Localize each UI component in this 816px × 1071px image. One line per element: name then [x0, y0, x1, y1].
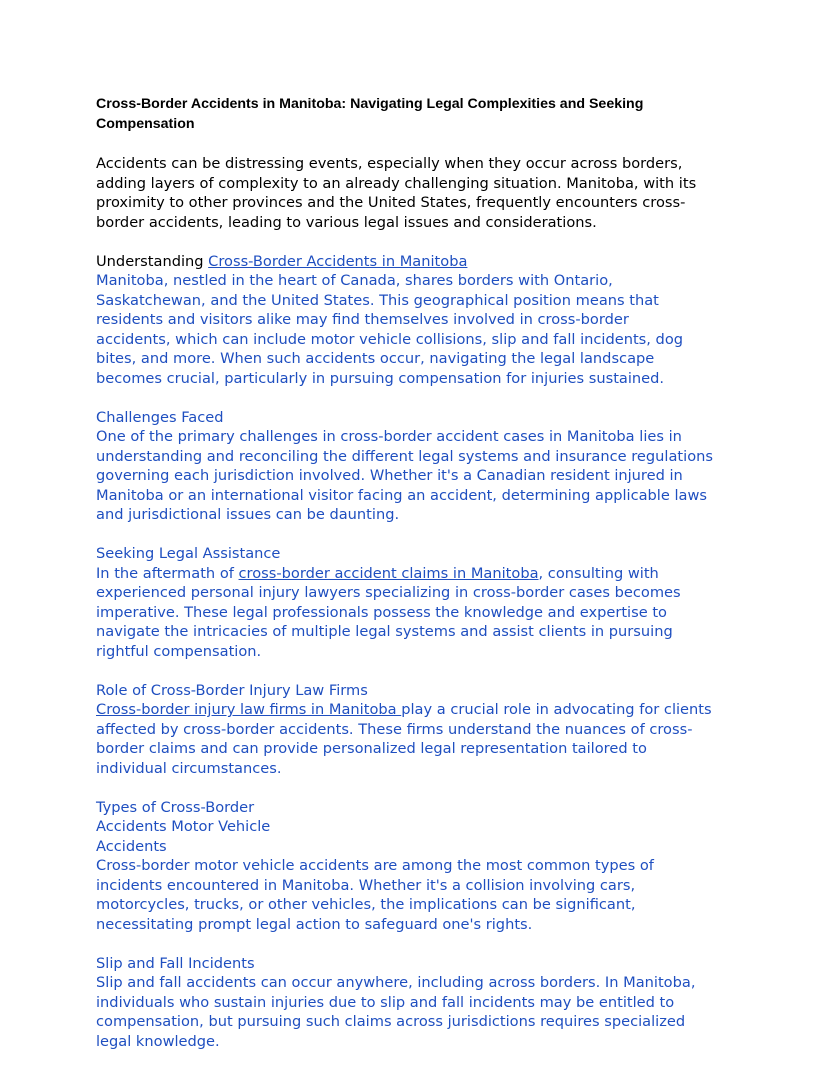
intro-paragraph: Accidents can be distressing events, especially when they occur across borders, adding layers of complexity to an already challenging situation. Manitoba, with its proximity to other provinces and the United States, frequently encounters cross- border accidents, leading to various legal issues and considerations.: [96, 155, 697, 231]
section-legal-assistance-body: experienced personal injury lawyers specializing in cross-border cases becomes imperative. These legal professionals possess the knowledge and expertise to navigate the intricacies of multiple legal systems and assist clients in pursuing rightful compensation.: [96, 584, 681, 660]
section-legal-assistance-heading: Seeking Legal Assistance: [96, 545, 281, 562]
section-law-firms-heading: Role of Cross-Border Injury Law Firms: [96, 681, 368, 699]
link-cross-border-injury-law-firms[interactable]: Cross-border injury law firms in Manitoba: [96, 701, 402, 718]
section-law-firms-first-line: [96, 700, 736, 720]
section-types-heading: Types of Cross-Border Accidents Motor Vehicle Accidents: [96, 798, 271, 855]
section-legal-assistance-first-line: [96, 564, 736, 584]
section-understanding-heading: [96, 252, 736, 272]
law-firms-suffix: play a crucial role in advocating for clients: [401, 701, 712, 718]
document-page: [96, 94, 736, 1071]
section-types-body: Cross-border motor vehicle accidents are among the most common types of incidents encountered in Manitoba. Whether it's a collision involving cars, motorcycles, trucks, or other vehicles, the implications can be significant, necessitating prompt legal action to safeguard one's rights.: [96, 857, 654, 933]
section-slip-fall: [96, 954, 736, 1052]
legal-assistance-prefix: In the aftermath of: [96, 564, 239, 582]
section-understanding-body: Manitoba, nestled in the heart of Canada, shares borders with Ontario, Saskatchewan, and the United States. This geographical position means that residents and visitors alike may find themselves involved in cross-border accidents, which can include motor vehicle collisions, slip and fall incidents, dog bites, and more. When such accidents occur, navigating the legal landscape becomes crucial, particularly in pursuing compensation for injuries sustained.: [96, 272, 684, 387]
section-challenges-body: One of the primary challenges in cross-border accident cases in Manitoba lies in understanding and reconciling the different legal systems and insurance regulations governing each jurisdiction involved. Whether it's a Canadian resident injured in Manitoba or an international visitor facing an accident, determining applicable laws and jurisdictional issues can be daunting.: [96, 428, 713, 523]
understanding-heading-prefix: Understanding: [96, 252, 209, 270]
section-types: [96, 798, 736, 935]
section-challenges: [96, 408, 736, 525]
section-challenges-heading: Challenges Faced: [96, 408, 224, 426]
section-slip-fall-heading: Slip and Fall Incidents: [96, 954, 255, 972]
link-cross-border-accident-claims[interactable]: cross-border accident claims in Manitoba: [238, 564, 539, 582]
link-cross-border-accidents-manitoba[interactable]: Cross-Border Accidents in Manitoba: [208, 252, 468, 270]
section-understanding: [96, 252, 736, 389]
legal-assistance-suffix: , consulting with: [538, 564, 659, 582]
section-law-firms: [96, 681, 736, 779]
section-law-firms-body: affected by cross-border accidents. These firms understand the nuances of cross- border claims and can provide personalized legal representation tailored to individual circumstances.: [96, 720, 693, 777]
document-title: Cross-Border Accidents in Manitoba: Navigating Legal Complexities and Seeking Compensation: [96, 96, 644, 132]
section-slip-fall-body: Slip and fall accidents can occur anywhere, including across borders. In Manitoba, individuals who sustain injuries due to slip and fall incidents may be entitled to compensation, but pursuing such claims across jurisdictions requires specialized legal knowledge.: [96, 974, 696, 1050]
section-legal-assistance: [96, 544, 736, 661]
